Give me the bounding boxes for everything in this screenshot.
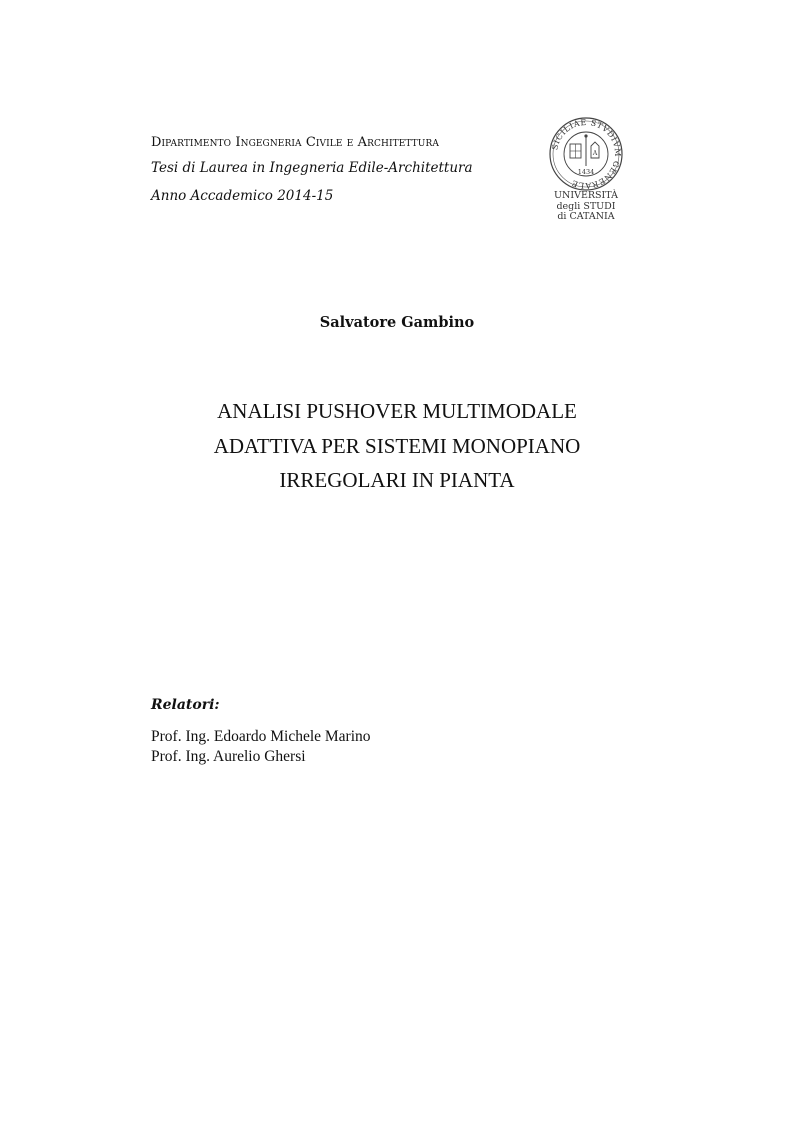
university-caption <box>540 191 632 223</box>
title-line-1: ANALISI PUSHOVER MULTIMODALE <box>217 399 577 423</box>
advisor-2: Prof. Ing. Aurelio Ghersi <box>151 748 306 765</box>
advisors-label: Relatori: <box>151 697 220 713</box>
advisor-1: Prof. Ing. Edoardo Michele Marino <box>151 728 371 745</box>
thesis-title <box>0 394 794 498</box>
department-name: Dipartimento Ingegneria Civile e Architettura <box>151 135 439 150</box>
author-name: Salvatore Gambino <box>319 314 475 331</box>
course-name: Tesi di Laurea in Ingegneria Edile-Architettura <box>151 160 473 176</box>
academic-year: Anno Accademico 2014-15 <box>151 188 334 204</box>
svg-text:A: A <box>592 150 598 157</box>
caption-line-1: UNIVERSITÀ <box>554 190 618 201</box>
title-line-3: IRREGOLARI IN PIANTA <box>279 468 515 492</box>
header-block <box>151 132 531 207</box>
seal-year: 1434 <box>577 168 595 176</box>
title-line-2: ADATTIVA PER SISTEMI MONOPIANO <box>213 433 581 458</box>
advisors-list <box>151 727 371 767</box>
svg-text:SICILIAE STVDIVM GENERALE: SICILIAE STVDIVM GENERALE <box>550 117 623 191</box>
caption-line-2: degli STUDI <box>556 200 616 212</box>
caption-line-3: di CATANIA <box>557 211 615 222</box>
seal-icon <box>548 116 624 192</box>
